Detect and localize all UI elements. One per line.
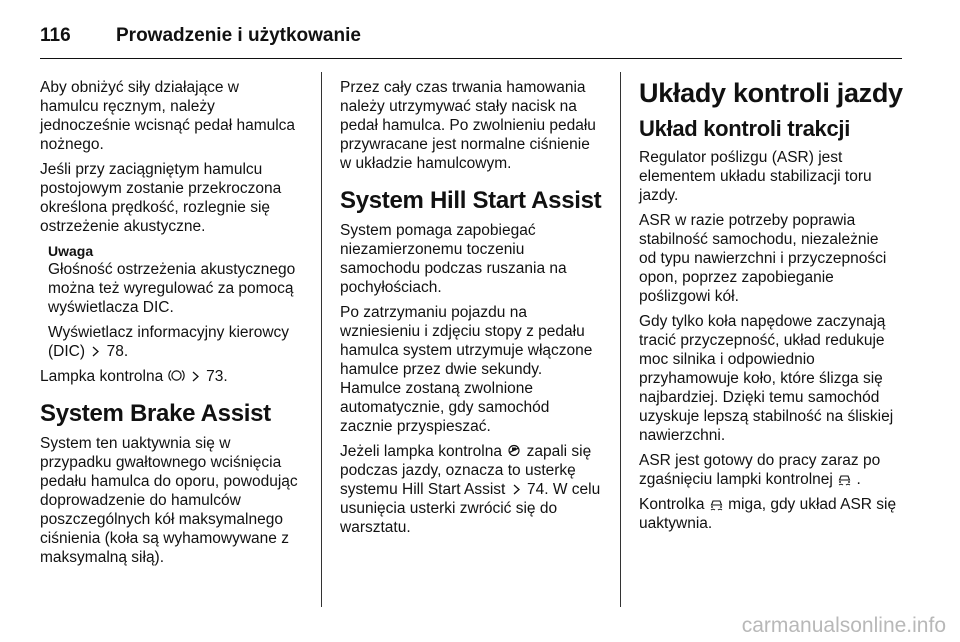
page-reference-link[interactable]: 73. [206,368,228,385]
column-1 [40,78,308,573]
column-2 [340,78,608,543]
paragraph-asr-indicator: Kontrolka miga, gdy układ ASR się uaktywnia. [639,496,897,532]
column-3 [639,78,907,539]
note-title: Uwaga [48,243,94,259]
traction-control-icon [837,471,852,486]
paragraph-parking-brake-force: Aby obniżyć siły działające w hamulcu ręcznym, należy jednocześnie wcisnąć pedał hamulca nożnego. [40,79,296,153]
note-volume-paragraph: Głośność ostrzeżenia akustycznego można też wyregulować za pomocą wyświetlacza DIC. [48,261,296,316]
chapter-title: Prowadzenie i użytkowanie [116,25,361,46]
paragraph-brake-lamp: Lampka kontrolna 73. [40,368,228,385]
paragraph-brake-assist: System ten uaktywnia się w przypadku gwałtownego wciśnięcia pedału hamulca do oporu, powodując doprowadzenie do hamulców poszczególnych kół maksymalnego ciśnienia (koła są wyhamowywane z maksymalną siłą). [40,435,298,566]
page-header [40,16,902,56]
page-reference-link[interactable]: 74. W celu [527,481,601,498]
paragraph-speed-warning: Jeśli przy zaciągniętym hamulcu postojowym zostanie przekroczona określona prędkość, rozlegnie się ostrzeżenie akustyczne. [40,161,282,235]
paragraph-asr-operation: Gdy tylko koła napędowe zaczynają tracić przyczepność, układ redukuje moc silnika i odpowiednio przyhamowuje koło, które ślizga się najbardziej. Dzięki temu samochód uzyskuje lepszą stabilność na śliskiej nawierzchni. [639,313,894,444]
column-divider-2 [620,72,621,607]
paragraph-hill-start-operation: Po zatrzymaniu pojazdu na wzniesieniu i zdjęciu stopy z pedału hamulca system utrzymuje włączone hamulce przez dwie sekundy. Hamulce zostaną zwolnione automatycznie, gdy samochód zacznie przyspieszać. [340,304,593,435]
reference-arrow-icon[interactable] [189,370,202,383]
brake-warning-lamp-icon [168,368,185,383]
page-number: 116 [40,25,71,46]
note-dic-paragraph: Wyświetlacz informacyjny kierowcy (DIC) 78. [48,324,290,360]
traction-control-icon [709,496,724,511]
paragraph-asr-stability: ASR w razie potrzeby poprawia stabilność samochodu, niezależnie od typu nawierzchni i przyczepności opon, poprzez zapobieganie poślizgowi kół. [639,212,887,305]
subsection-title-traction: Układ kontroli trakcji [639,116,851,141]
section-title-hill-start: System Hill Start Assist [340,187,602,214]
paragraph-asr-intro: Regulator poślizgu (ASR) jest elementem układu stabilizacji toru jazdy. [639,149,872,204]
column-divider-1 [321,72,322,607]
header-divider [40,58,902,59]
paragraph-hill-start-intro: System pomaga zapobiegać niezamierzonemu toczeniu samochodu podczas ruszania na pochyłościach. [340,222,567,296]
page-reference-link[interactable]: 78. [106,343,129,360]
paragraph-pedal-pressure: Przez cały czas trwania hamowania należy utrzymywać stały nacisk na pedał hamulca. Po zwolnieniu pedału przywracane jest normalne ciśnienie w układzie hamulcowym. [340,79,596,172]
section-title-brake-assist: System Brake Assist [40,400,271,427]
reference-arrow-icon[interactable] [510,483,523,496]
hill-start-lamp-icon [506,443,522,458]
paragraph-hill-start-fault: Jeżeli lampka kontrolna zapali się podczas jazdy, oznacza to usterkę systemu Hill Start Assist 74. W celu usunięcia usterki zwrócić się do warsztatu. [340,443,601,536]
paragraph-asr-ready: ASR jest gotowy do pracy zaraz po zgaśnięciu lampki kontrolnej . [639,452,881,488]
chapter-section-title: Układy kontroli jazdy [639,78,903,108]
note-box [48,242,308,361]
watermark: carmanualsonline.info [741,614,946,637]
reference-arrow-icon[interactable] [89,345,102,358]
